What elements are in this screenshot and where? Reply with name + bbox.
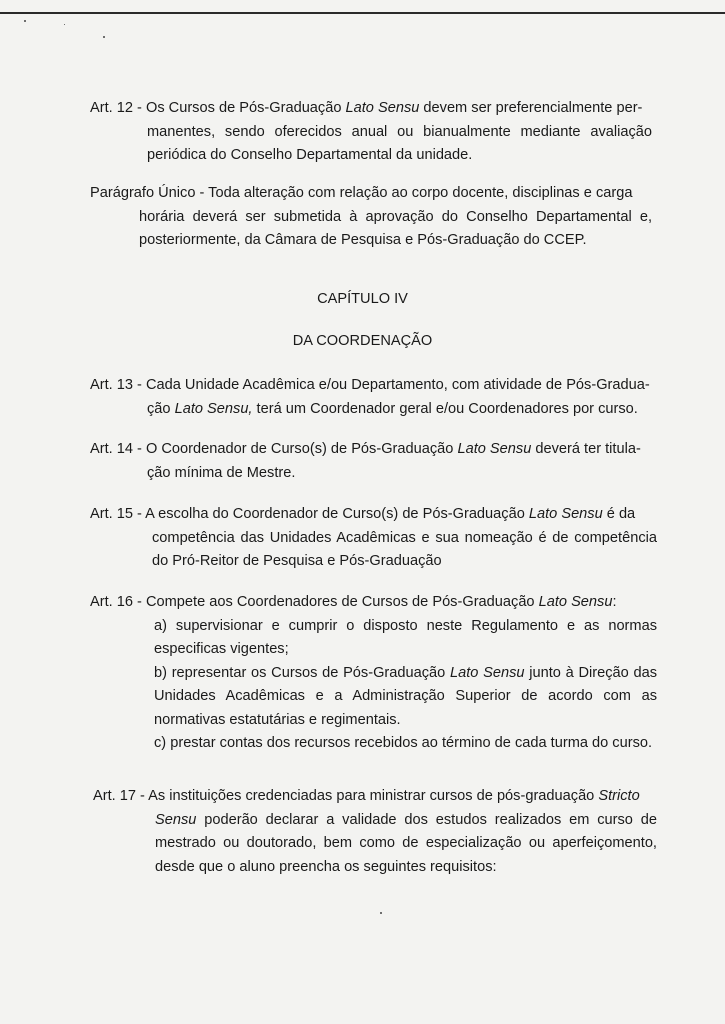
list-item-c: c) prestar contas dos recursos recebidos ao término de cada turma do curso.: [154, 735, 653, 751]
scan-speck: [103, 36, 105, 38]
scan-speck: [380, 912, 382, 914]
scan-speck: [64, 24, 65, 25]
article-label: Art. 17 -: [93, 788, 149, 804]
list-item-a: a) supervisionar e cumprir o disposto neste Regulamento e as normas especificas vigentes;: [154, 617, 657, 657]
list-item-b: b) representar os Cursos de Pós-Graduação Lato Sensu junto à Direção das Unidades Acadêmicas e a Administração Superior de acordo com as normativas estatutárias e regimentais.: [154, 664, 657, 728]
paragraph-label: Parágrafo Único -: [90, 185, 209, 201]
article-13: Art. 13 - Cada Unidade Acadêmica e/ou Departamento, com atividade de Pós-Gradua- ção Lato Sensu, terá um Coordenador geral e/ou Coordenadores por curso.: [90, 377, 650, 417]
article-label: Art. 14 -: [90, 441, 146, 457]
article-15: Art. 15 - A escolha do Coordenador de Curso(s) de Pós-Graduação Lato Sensu é da competência das Unidades Acadêmicas e sua nomeação é de competência do Pró-Reitor de Pesquisa e Pós-Graduação: [90, 503, 657, 574]
article-12: Art. 12 - Os Cursos de Pós-Graduação Lato Sensu devem ser preferencialmente per- manentes, sendo oferecidos anual ou bianualmente mediante avaliação periódica do Conselho Departamental da unidade.: [90, 97, 652, 168]
article-label: Art. 12 -: [90, 100, 146, 116]
article-text: manentes, sendo oferecidos anual ou bianualmente mediante avaliação periódica do Conselho Departamental da unidade.: [147, 123, 652, 163]
chapter-number: CAPÍTULO IV: [317, 291, 408, 307]
article-label: Art. 16 -: [90, 594, 146, 610]
article-14: Art. 14 - O Coordenador de Curso(s) de Pós-Graduação Lato Sensu deverá ter titula- ção mínima de Mestre.: [90, 438, 652, 485]
scan-speck: [24, 20, 26, 22]
article-text: ção mínima de Mestre.: [147, 464, 296, 481]
article-16: Art. 16 - Compete aos Coordenadores de Cursos de Pós-Graduação Lato Sensu: a) supervisionar e cumprir o disposto neste Regulamento e as normas especificas vigentes; b) representar os Cursos de Pós-Graduação Lato Sensu junto à Direção das Unidades Acadêmicas e a Administração Superior de acordo com as normativas estatutárias e regimentais. c) prestar contas dos recursos recebidos ao término de cada turma do curso.: [90, 591, 657, 756]
article-17: Art. 17 - As instituições credenciadas para ministrar cursos de pós-graduação Stricto Sensu poderão declarar a validade dos estudos realizados em curso de mestrado ou doutorado, bem como de especialização ou aperfeiçomento, desde que o aluno preencha os seguintes requisitos:: [93, 788, 657, 875]
article-text: competência das Unidades Acadêmicas e sua nomeação é de competência do Pró-Reitor de Pesquisa e Pós-Graduação: [152, 529, 657, 569]
paragraph-text: horária deverá ser submetida à aprovação do Conselho Departamental e, posteriormente, da Câmara de Pesquisa e Pós-Graduação do CCEP.: [139, 208, 652, 248]
paragrafo-unico: Parágrafo Único - Toda alteração com relação ao corpo docente, disciplinas e carga horária deverá ser submetida à aprovação do Conselho Departamental e, posteriormente, da Câmara de Pesquisa e Pós-Graduação do CCEP.: [90, 182, 652, 253]
article-label: Art. 13 -: [90, 377, 146, 393]
article-label: Art. 15 -: [90, 506, 146, 522]
top-rule: [0, 12, 725, 14]
chapter-title: DA COORDENAÇÃO: [292, 333, 433, 349]
